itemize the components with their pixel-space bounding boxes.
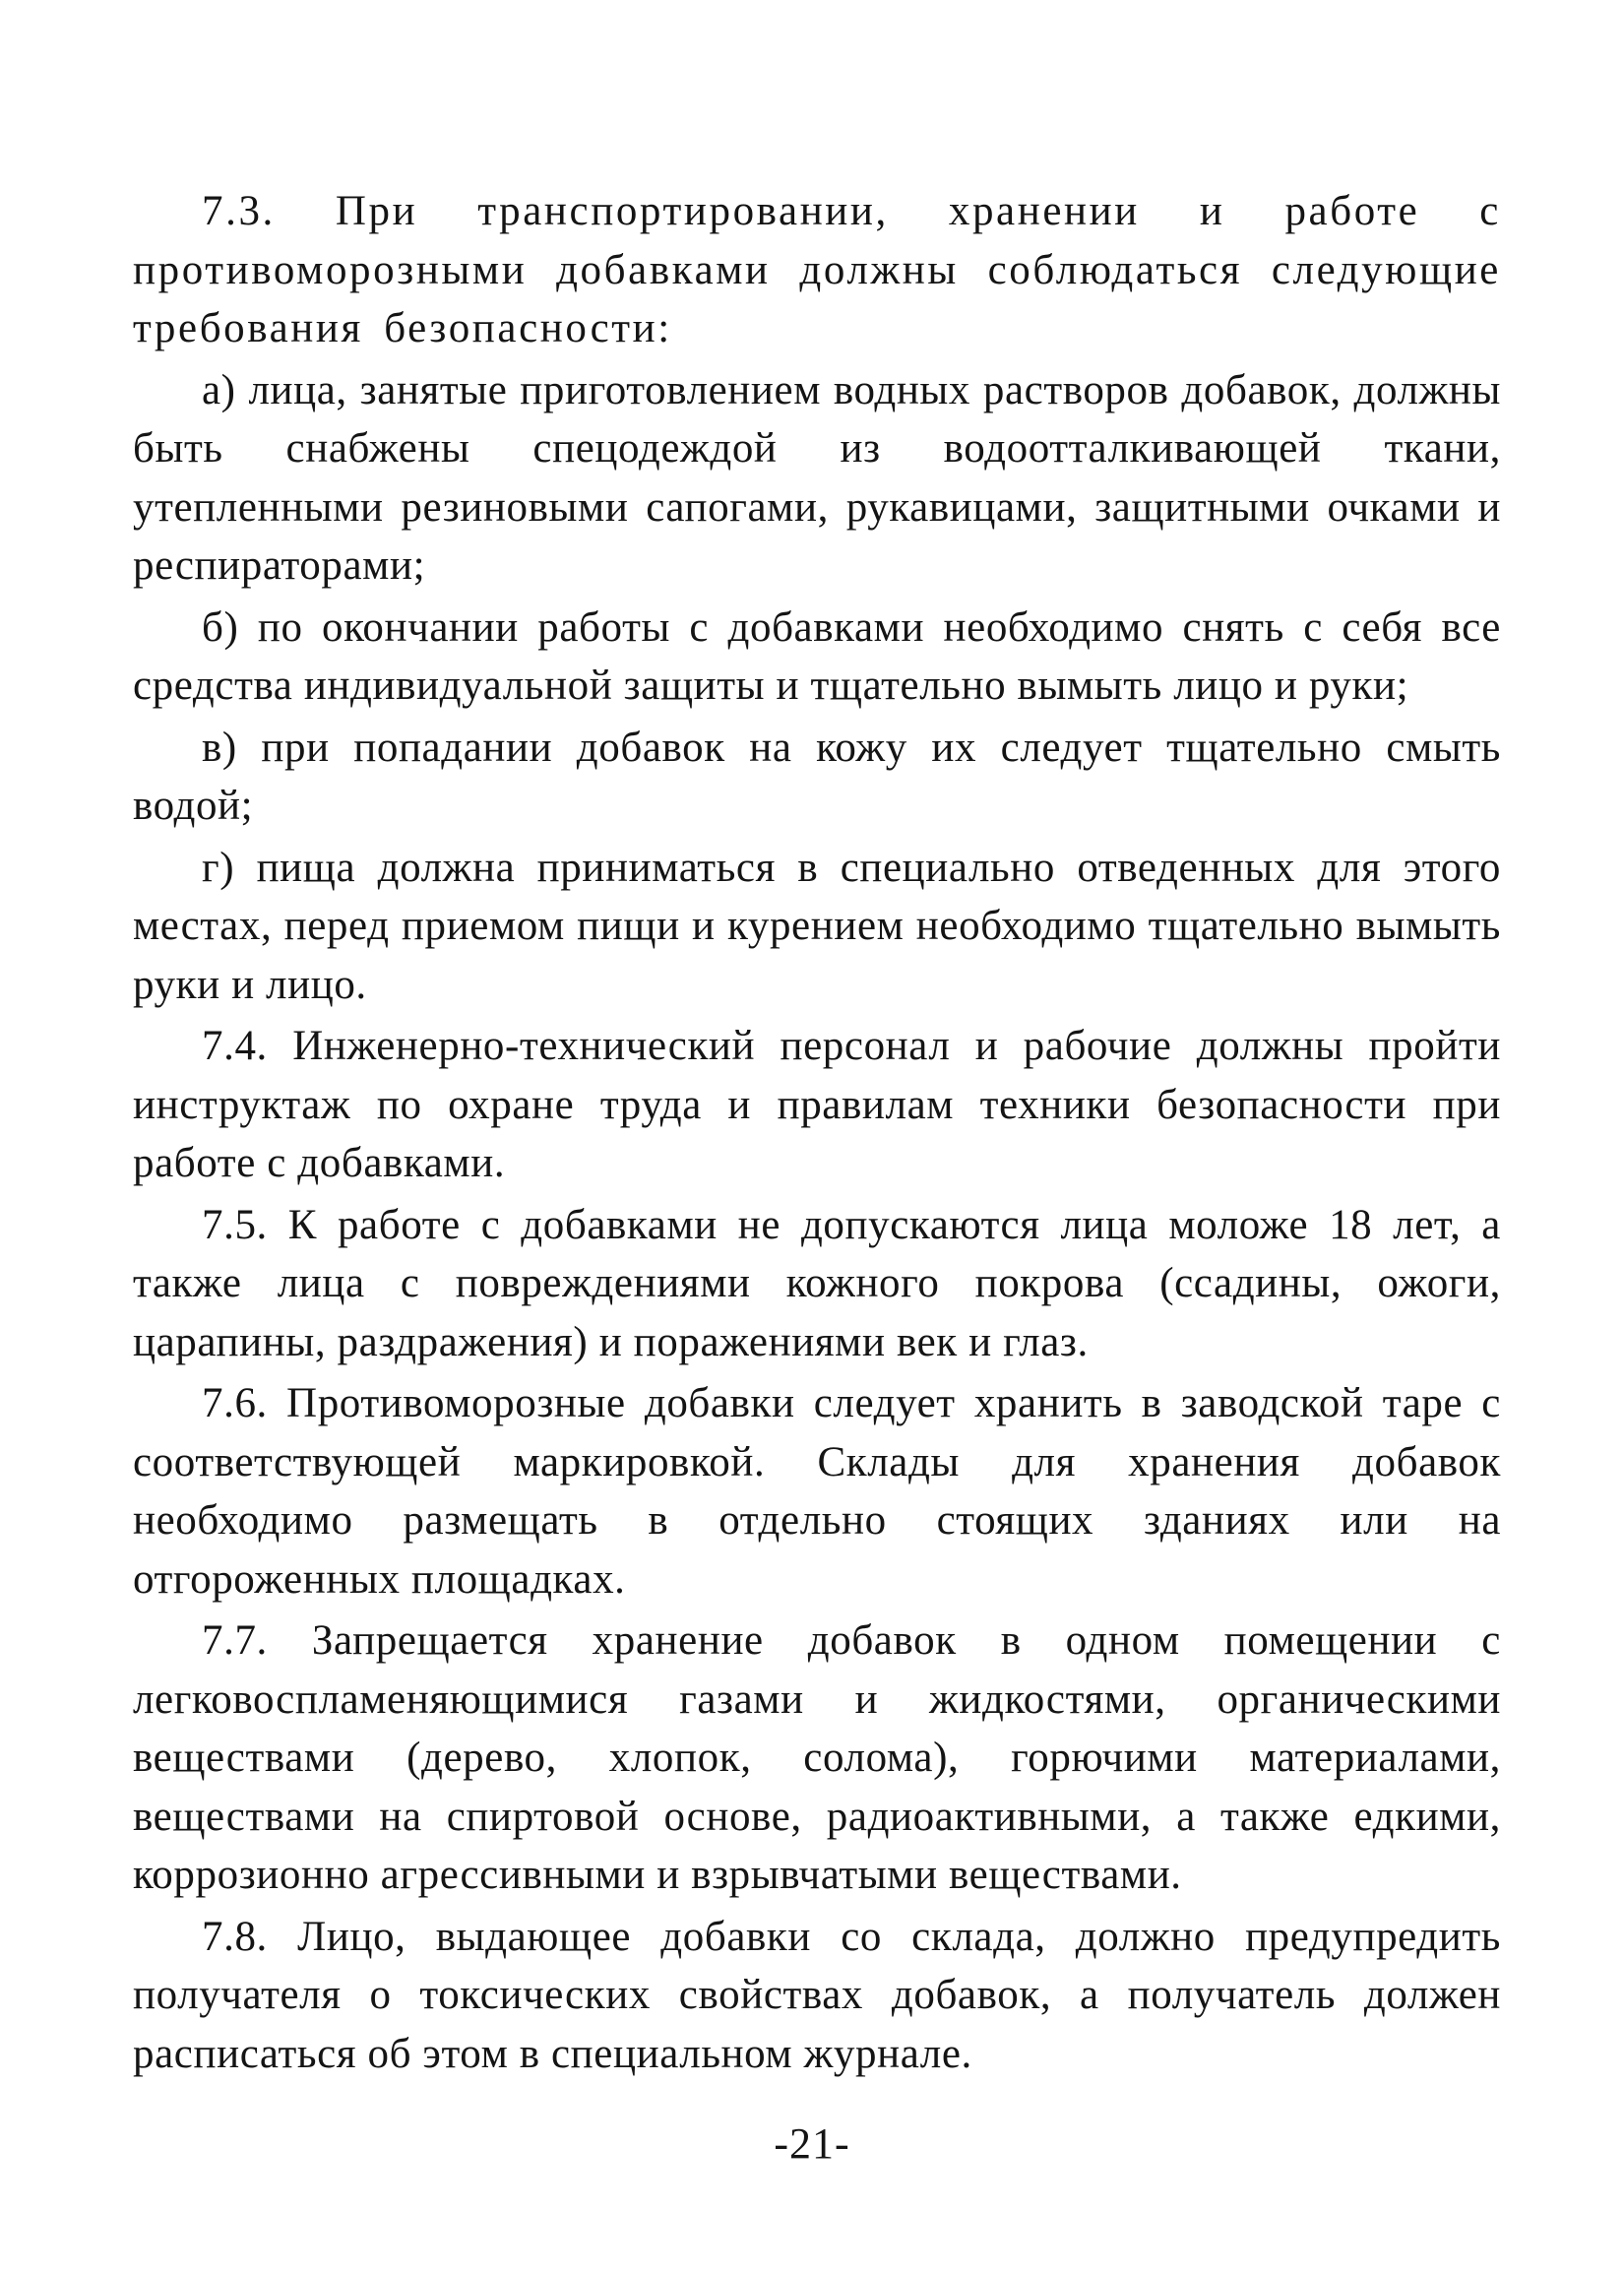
body-text [133,182,1501,2083]
paragraph-7-8: 7.8. Лицо, выдающее добавки со склада, должно предупредить получателя о токсических свойствах добавок, а получатель должен расписаться об этом в специальном журнале. [133,1913,1501,2077]
paragraph-7-4: 7.4. Инженерно-технический персонал и рабочие должны пройти инструктаж по охране труда и правилам техники безопасности при работе с добавками. [133,1023,1501,1186]
paragraph-7-7: 7.7. Запрещается хранение добавок в одном помещении с легковоспламеняющимися газами и жидкостями, органическими веществами (дерево, хлопок, солома), горючими материалами, веществами на спиртовой основе, радиоактивными, а также едкими, коррозионно агрессивными и взрывчатыми веществами. [133,1617,1501,1898]
paragraph-7-6: 7.6. Противоморозные добавки следует хранить в заводской таре с соответствующей маркировкой. Склады для хранения добавок необходимо размещать в отдельно стоящих зданиях или на отгороженных площадках. [133,1380,1501,1603]
paragraph-7-3: 7.3. При транспортировании, хранении и работе с противоморозными добавками должны соблюдаться следующие требования безопасности: [133,188,1501,351]
paragraph-7-3-a: а) лица, занятые приготовлением водных растворов добавок, должны быть снабжены спецодеждой из водоотталкивающей ткани, утепленными резиновыми сапогами, рукавицами, защитными очками и респираторами; [133,366,1501,589]
paragraph-7-5: 7.5. К работе с добавками не допускаются лица моложе 18 лет, а также лица с повреждениями кожного покрова (ссадины, ожоги, царапины, раздражения) и поражениями век и глаз. [133,1201,1501,1365]
paragraph-7-3-b: б) по окончании работы с добавками необходимо снять с себя все средства индивидуальной защиты и тщательно вымыть лицо и руки; [133,603,1501,709]
paragraph-7-3-v: в) при попадании добавок на кожу их следует тщательно смыть водой; [133,724,1501,829]
page-number: -21- [774,2119,850,2168]
paragraph-7-3-g: г) пища должна приниматься в специально отведенных для этого местах, перед приемом пищи и курением необходимо тщательно вымыть руки и лицо. [133,844,1501,1008]
